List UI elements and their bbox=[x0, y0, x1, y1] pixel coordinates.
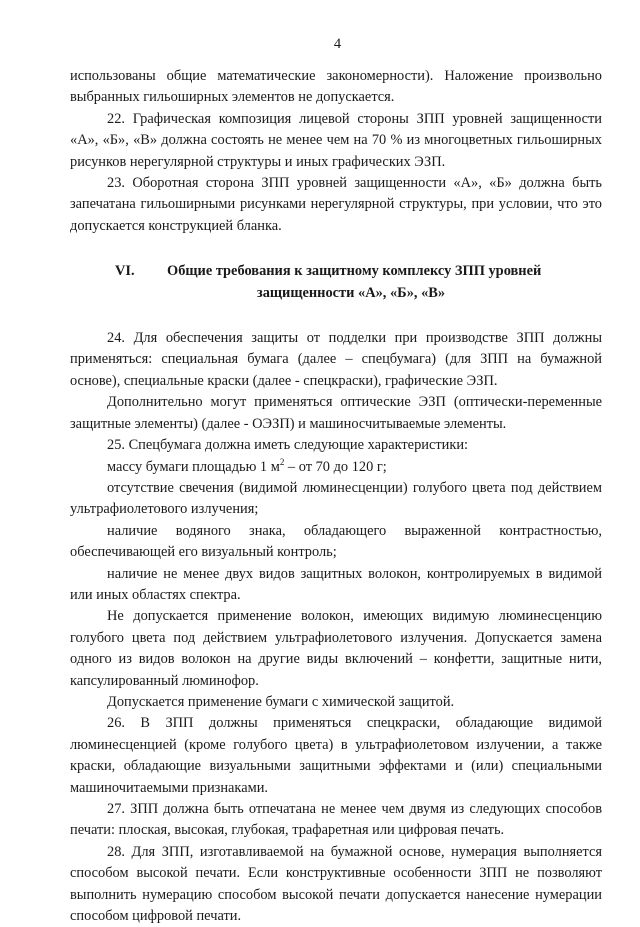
paragraph-watermark: наличие водяного знака, обладающего выраженной контрастностью, обеспечивающей его визуальный контроль; bbox=[70, 522, 602, 561]
section-title-line2: защищенности «А», «Б», «В» bbox=[256, 284, 446, 301]
section-heading bbox=[70, 261, 602, 304]
paragraph-optical-elements: Дополнительно могут применяться оптические ЭЗП (оптически-переменные защитные элементы) (далее - ОЭЗП) и машиносчитываемые элементы. bbox=[70, 394, 602, 432]
paragraph-27: 27. ЗПП должна быть отпечатана не менее чем двумя из следующих способов печати: плоская, высокая, глубокая, трафаретная или цифровая печать. bbox=[70, 801, 602, 839]
paragraph-continuation: использованы общие математические закономерности). Наложение произвольно выбранных гильоширных элементов не допускается. bbox=[70, 68, 602, 106]
paragraph-fibers: наличие не менее двух видов защитных волокон, контролируемых в видимой или иных областях спектра. bbox=[70, 565, 602, 603]
paragraph-28: 28. Для ЗПП, изготавливаемой на бумажной основе, нумерация выполняется способом высокой печати. Если конструктивные особенности ЗПП не позволяют выполнить нумерацию способом высокой печати допускается нанесение нумерации способом цифровой печати. bbox=[70, 843, 602, 925]
page-number: 4 bbox=[333, 36, 342, 52]
mass-suffix: – от 70 до 120 г; bbox=[284, 458, 387, 475]
paragraph-26: 26. В ЗПП должны применяться спецкраски, обладающие видимой люминесценцией (кроме голубого цвета) в ультрафиолетовом излучении, а также краски, обладающие визуальными защитными эффектами и (или) специальными машиночитаемыми признаками. bbox=[70, 715, 602, 796]
paragraph-22: 22. Графическая композиция лицевой стороны ЗПП уровней защищенности «А», «Б», «В» должна состоять не менее чем на 70 % из многоцветных гильоширных рисунков нерегулярной структуры и иных графических ЭЗП. bbox=[70, 110, 602, 170]
paragraph-fibers-restriction: Не допускается применение волокон, имеющих видимую люминесценцию голубого цвета под действием ультрафиолетового излучения. Допускается замена одного из видов волокон на другие виды включений – конфетти, защитные нити, капсулированный люминофор. bbox=[70, 608, 602, 689]
section-number: VI. bbox=[115, 263, 135, 280]
paragraph-23: 23. Оборотная сторона ЗПП уровней защищенности «А», «Б» должна быть запечатана гильоширными рисунками нерегулярной структуры, при условии, что это допускается конструкцией бланка. bbox=[70, 175, 602, 234]
mass-superscript: 2 bbox=[279, 456, 285, 467]
paragraph-paper-mass bbox=[70, 457, 602, 478]
paragraph-chemical-protection: Допускается применение бумаги с химической защитой. bbox=[107, 693, 455, 710]
paragraph-24: 24. Для обеспечения защиты от подделки при производстве ЗПП должны применяться: специальная бумага (далее – спецбумага) (для ЗПП на бумажной основе), специальные краски (далее - спецкраски), графические ЭЗП. bbox=[70, 330, 602, 389]
section-title-line1: Общие требования к защитному комплексу ЗПП уровней bbox=[167, 263, 542, 280]
paragraph-no-luminescence: отсутствие свечения (видимой люминесценции) голубого цвета под действием ультрафиолетового излучения; bbox=[70, 479, 602, 518]
mass-prefix: массу бумаги площадью 1 м bbox=[107, 458, 280, 475]
paragraph-25: 25. Спецбумага должна иметь следующие характеристики: bbox=[107, 437, 469, 454]
